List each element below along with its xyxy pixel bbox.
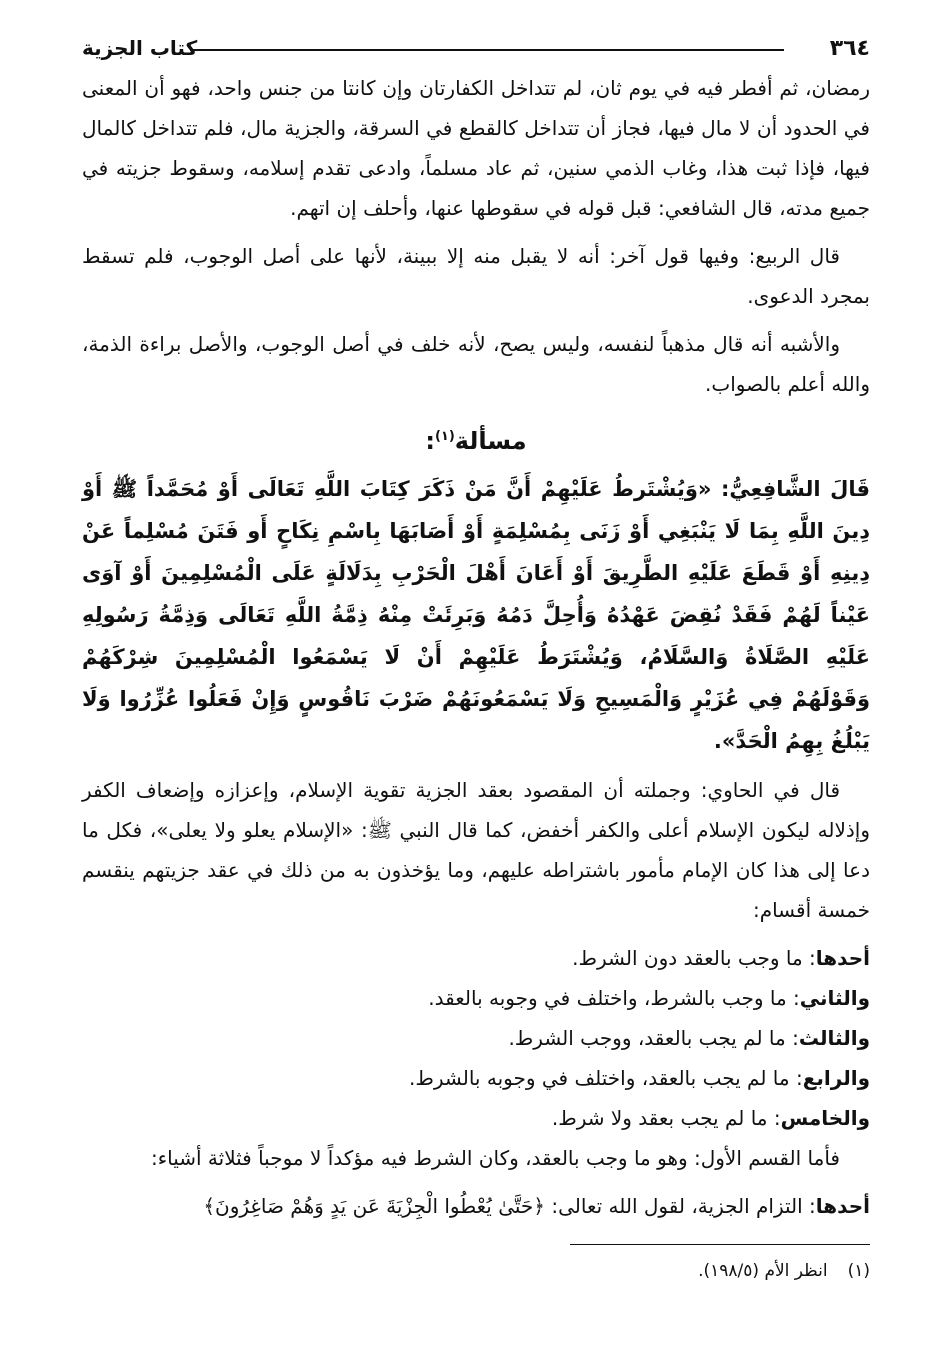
division-label: والثاني xyxy=(799,986,870,1010)
division-item: والثالث: ما لم يجب بالعقد، ووجب الشرط. xyxy=(508,1026,870,1050)
paragraph-rabi: قال الربيع: وفيها قول آخر: أنه لا يقبل منه إلا ببينة، لأنها على أصل الوجوب، فلم تسقط بمجرد الدعوى. xyxy=(82,244,870,308)
paragraph-first-section: فأما القسم الأول: وهو ما وجب بالعقد، وكان الشرط فيه مؤكداً لا موجباً فثلاثة أشياء: xyxy=(150,1146,840,1170)
division-text: ما وجب بالعقد دون الشرط. xyxy=(572,946,803,970)
division-text: ما وجب بالشرط، واختلف في وجوبه بالعقد. xyxy=(428,986,787,1010)
section-heading xyxy=(82,412,870,466)
heading-colon: : xyxy=(425,427,435,455)
footnote-text: انظر الأم (١٩٨/٥). xyxy=(698,1261,828,1281)
division-text: ما لم يجب بالعقد، ووجب الشرط. xyxy=(508,1026,786,1050)
footnote xyxy=(82,1253,870,1289)
book-page xyxy=(82,28,870,1289)
section-heading-text: مسألة xyxy=(454,427,527,455)
running-title: كتاب الجزية xyxy=(82,36,198,60)
division-label: والثالث xyxy=(798,1026,870,1050)
division-item: والخامس: ما لم يجب بعقد ولا شرط. xyxy=(551,1106,870,1130)
last-line-label: أحدها xyxy=(815,1194,870,1218)
division-item: والرابع: ما لم يجب بالعقد، واختلف في وجوبه بالشرط. xyxy=(409,1066,870,1090)
division-text: ما لم يجب بالعقد، واختلف في وجوبه بالشرط. xyxy=(409,1066,790,1090)
page-number: ٣٦٤ xyxy=(829,36,870,61)
paragraph-hawi: قال في الحاوي: وجملته أن المقصود بعقد الجزية تقوية الإسلام، وإعزازه وإضعاف الكفر وإذلاله ليكون الإسلام أعلى والكفر أخفض، كما قال النبي ﷺ: «الإسلام يعلو ولا يعلى»، فكل ما دعا إلى هذا كان الإمام مأمور باشتراطه عليهم، وما يؤخذون به من ذلك في عقد جزيتهم ينقسم خمسة أقسام: xyxy=(82,778,870,922)
division-item: والثاني: ما وجب بالشرط، واختلف في وجوبه بالعقد. xyxy=(428,986,870,1010)
page-header xyxy=(82,28,870,68)
division-text: ما لم يجب بعقد ولا شرط. xyxy=(551,1106,768,1130)
footnote-number: (١) xyxy=(847,1261,870,1281)
paragraph-ramadan: رمضان، ثم أفطر فيه في يوم ثان، لم تتداخل الكفارتان وإن كانتا من جنس واحد، فهو أن المعنى في الحدود أن لا مال فيها، فجاز أن تتداخل كالقطع في السرقة، والجزية مال، فلم تتداخل كالمال فيها، فإذا ثبت هذا، وغاب الذمي سنين، ثم عاد مسلماً، وادعى تقدم إسلامه، وسقوط جزيته في جميع مدته، قال الشافعي: قبل قوله في سقوطها عنها، وأحلف إن اتهم. xyxy=(82,76,870,220)
division-label: والخامس xyxy=(780,1106,870,1130)
paragraph-ashbah: والأشبه أنه قال مذهباً لنفسه، وليس يصح، لأنه خلف في أصل الوجوب، والأصل براءة الذمة، والله أعلم بالصواب. xyxy=(82,332,870,396)
division-label: أحدها xyxy=(815,946,870,970)
last-line: أحدها: التزام الجزية، لقول الله تعالى: ﴿حَتَّىٰ يُعْطُوا الْجِزْيَةَ عَن يَدٍ وَهُمْ صَاغِرُونَ﴾ xyxy=(203,1194,870,1218)
heading-footnote-ref[interactable]: (١) xyxy=(434,429,455,444)
divisions-list xyxy=(82,938,870,1138)
division-item: أحدها: ما وجب بالعقد دون الشرط. xyxy=(572,946,870,970)
division-label: والرابع xyxy=(802,1066,870,1090)
footnote-divider xyxy=(570,1244,870,1245)
last-line-text: التزام الجزية، لقول الله تعالى: ﴿حَتَّىٰ يُعْطُوا الْجِزْيَةَ عَن يَدٍ وَهُمْ صَاغِرُونَ﴾ xyxy=(203,1194,803,1218)
header-rule xyxy=(190,49,784,51)
matn-shafii: قَالَ الشَّافِعِيُّ: «وَيُشْتَرطُ عَلَيْهِمْ أَنَّ مَنْ ذَكَرَ كِتَابَ اللَّهِ تَعَالَى أَوْ مُحَمَّداً ﷺ أَوْ دِينَ اللَّهِ بِمَا لَا يَنْبَغِي أَوْ زَنَى بِمُسْلِمَةٍ أَوْ أَصَابَهَا بِاسْمِ نِكَاحٍ أَو فَتَنَ مُسْلِماً عَنْ دِينِهِ أَوْ قَطَعَ عَلَيْهِ الطَّرِيقَ أَوْ أَعَانَ أَهْلَ الْحَرْبِ بِدَلَالَةٍ عَلَى الْمُسْلِمِينَ أَوْ آوَى عَيْناً لَهُمْ فَقَدْ نُقِضَ عَهْدُهُ وَأُحِلَّ دَمُهُ وَبَرِئَتْ مِنْهُ ذِمَّةُ اللَّهِ تَعَالَى وَذِمَّةُ رَسُولِهِ عَلَيْهِ الصَّلَاةُ وَالسَّلَامُ، وَيُشْتَرَطُ عَلَيْهِمْ أَنْ لَا يَسْمَعُوا الْمُسْلِمِينَ شِرْكَهُمْ وَقَوْلَهُمْ فِي عُزَيْرٍ وَالْمَسِيحِ وَلَا يَسْمَعُونَهُمْ ضَرْبَ نَاقُوسٍ وَإِنْ فَعَلُوا عُزِّرُوا وَلَا يَبْلُغُ بِهِمُ الْحَدَّ». xyxy=(82,477,870,753)
